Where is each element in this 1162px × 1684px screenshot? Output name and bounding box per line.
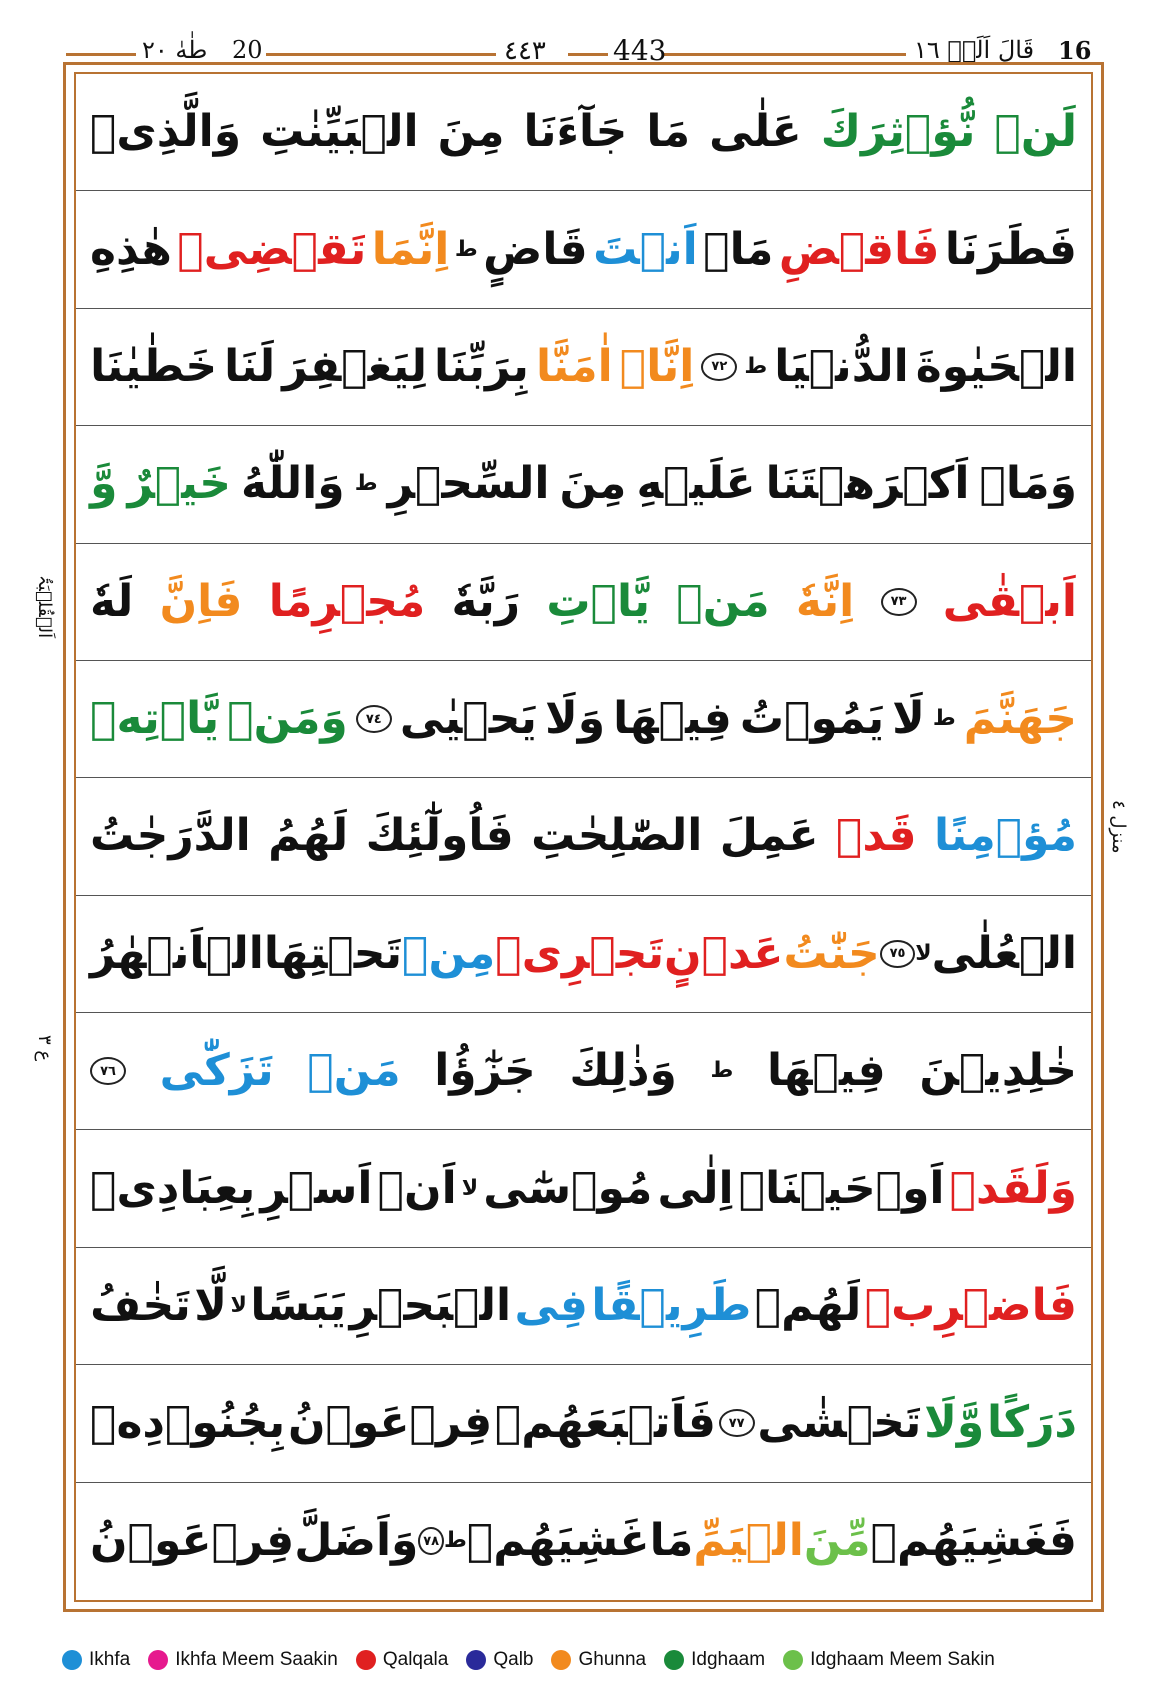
quran-word: مِنَ (559, 458, 627, 510)
legend-color-dot (664, 1650, 684, 1670)
waqf-sign: ط (710, 1058, 734, 1084)
text-line (76, 661, 1091, 778)
legend-item (551, 1649, 646, 1671)
waqf-sign: ط (454, 236, 478, 262)
surah-number: 20 (232, 36, 263, 64)
quran-word: فَاقۡضِ (778, 223, 940, 275)
waqf-sign: لا (915, 940, 932, 966)
quran-word: تَزَكّٰى (159, 1045, 274, 1097)
page-number-arabic: ٤٤٣ (504, 36, 546, 66)
legend-label: Ghunna (578, 1649, 647, 1670)
quran-word: لَهُمۡ (754, 1280, 862, 1332)
legend-label: Idghaam (691, 1649, 766, 1670)
quran-word: مِنۡ (402, 927, 496, 979)
legend-label: Qalb (493, 1649, 534, 1670)
quran-word: خَطٰيٰنَا (90, 340, 218, 392)
quran-word: مِّنَ (803, 1515, 871, 1567)
quran-word: اَبۡقٰى (942, 575, 1077, 627)
text-line (76, 896, 1091, 1013)
quran-word: جَآءَنَا (523, 106, 628, 158)
surah-name: طٰهٰ ٢٠ (142, 36, 208, 64)
quran-word: اِنَّهٗ (795, 575, 855, 627)
quran-word: يَبَسًا (250, 1280, 347, 1332)
legend-color-dot (551, 1650, 571, 1670)
quran-word: اِنَّمَا (371, 223, 450, 275)
quran-word: وَذٰلِكَ (569, 1045, 677, 1097)
quran-word: تَخٰفُ (90, 1280, 191, 1332)
quran-word: اَسۡرِ (260, 1162, 373, 1214)
quran-word: هٰذِهِ (90, 223, 172, 275)
text-line (76, 1248, 1091, 1365)
legend-label: Idghaam Meem Sakin (810, 1649, 995, 1670)
header-rule (568, 53, 608, 56)
quran-word: قَدۡ (835, 810, 917, 862)
quran-word: فَطَرَنَا (944, 223, 1077, 275)
legend-label: Ikhfa Meem Saakin (175, 1649, 338, 1670)
quran-word: جَنّٰتُ (783, 927, 880, 979)
text-line (76, 426, 1091, 543)
text-line (76, 1130, 1091, 1247)
quran-word: يَّاۡتِ (546, 575, 651, 627)
text-line (76, 1013, 1091, 1130)
text-line (76, 544, 1091, 661)
quran-text (76, 74, 1091, 1600)
quran-word: عَلٰى (709, 106, 802, 158)
legend-color-dot (356, 1650, 376, 1670)
legend-item (356, 1649, 449, 1671)
waqf-sign: لا (230, 1293, 247, 1319)
quran-word: مَا (649, 1515, 694, 1567)
text-line (76, 778, 1091, 895)
ayah-marker: ٧٤ (356, 705, 392, 733)
quran-word: عَلَيۡهِ (636, 458, 756, 510)
quran-word: وَاَضَلَّ (294, 1515, 419, 1567)
quran-word: الۡحَيٰوةَ (915, 340, 1077, 392)
quran-word: لَهٗ (90, 575, 134, 627)
quran-word: اَوۡحَيۡنَاۤ (738, 1162, 945, 1214)
ayah-marker: ٧٦ (90, 1057, 126, 1085)
quran-word: اَكۡرَهۡتَنَا (765, 458, 970, 510)
quran-word: تَحۡتِهَا (263, 927, 403, 979)
quran-word: قَاضٍ (483, 223, 588, 275)
text-line (76, 74, 1091, 191)
quran-word: نُّؤۡثِرَكَ (820, 106, 976, 158)
waqf-sign: لا (461, 1175, 479, 1201)
quran-word: لِيَغۡفِرَ (282, 340, 427, 392)
ayah-marker: ٧٢ (701, 353, 737, 381)
ayah-marker: ٧٨ (418, 1527, 444, 1555)
legend-item (466, 1649, 533, 1671)
legend-color-dot (466, 1650, 486, 1670)
quran-word: بِجُنُوۡدِهٖ (90, 1397, 286, 1449)
quran-word: بِعِبَادِىۡ (90, 1162, 256, 1214)
quran-word: مُؤۡمِنًا (934, 810, 1077, 862)
waqf-sign: ط (443, 1528, 467, 1554)
quran-word: وَلَقَدۡ (949, 1162, 1077, 1214)
quran-word: دَرَكًا (986, 1397, 1077, 1449)
legend-color-dot (62, 1650, 82, 1670)
quran-word: عَدۡنٍ (664, 927, 784, 979)
quran-word: لَنَا (224, 340, 276, 392)
quran-word: فِيۡهَا (766, 1045, 886, 1097)
quran-word: الصّٰلِحٰتِ (531, 810, 703, 862)
waqf-sign: ط (354, 471, 378, 497)
quran-word: فَاُولٰٓئِكَ (365, 810, 514, 862)
quran-word: اٰمَنَّا (535, 340, 613, 392)
quran-word: وَّ (90, 458, 118, 510)
legend-item (664, 1649, 765, 1671)
legend-label: Qalqala (382, 1649, 449, 1670)
quran-word: فَاِنَّ (159, 575, 243, 627)
quran-word: تَقۡضِىۡ (177, 223, 367, 275)
legend-item (62, 1649, 130, 1671)
quran-word: الدَّرَجٰتُ (90, 810, 251, 862)
waqf-sign: ط (932, 706, 956, 732)
waqf-sign: ط (744, 353, 768, 379)
header-rule (266, 53, 496, 56)
quran-word: تَجۡرِىۡ (495, 927, 665, 979)
quran-word: عَمِلَ (719, 810, 819, 862)
quran-word: اِنَّاۤ (619, 340, 695, 392)
quran-word: فِيۡهَا (613, 693, 732, 745)
quran-word: يَحۡيٰى (399, 693, 537, 745)
juz-name: قَالَ اَلَمۡ ١٦ (914, 36, 1035, 64)
margin-mark-ruku: اَلۡقُلۡبَۃُ (34, 575, 55, 639)
quran-word: فِرۡعَوۡنُ (90, 1515, 295, 1567)
quran-word: اَنۡتَ (593, 223, 698, 275)
quran-word: السِّحۡرِ (387, 458, 550, 510)
quran-word: لَنۡ (994, 106, 1077, 158)
quran-word: وَمَنۡ (227, 693, 348, 745)
quran-word: الۡيَمِّ (693, 1515, 804, 1567)
header-rule (664, 53, 906, 56)
juz-number: 16 (1058, 36, 1092, 65)
quran-word: طَرِيۡقًا (591, 1280, 752, 1332)
ayah-marker: ٧٣ (881, 588, 917, 616)
quran-word: مَاۤ (703, 223, 774, 275)
quran-word: فَغَشِيَهُمۡ (870, 1515, 1077, 1567)
quran-word: خَيۡرٌ (127, 458, 231, 510)
quran-word: مَنۡ (676, 575, 770, 627)
quran-word: مُجۡرِمًا (268, 575, 426, 627)
quran-word: مِنَ (437, 106, 505, 158)
quran-word: فَاَتۡبَعَهُمۡ (494, 1397, 716, 1449)
page-number: 443 (613, 34, 667, 67)
quran-word: مَا (646, 106, 691, 158)
quran-word: الۡبَحۡرِ (349, 1280, 512, 1332)
legend-label: Ikhfa (89, 1649, 131, 1670)
text-line (76, 191, 1091, 308)
quran-word: تَخۡشٰى (757, 1397, 922, 1449)
quran-word: لَّا (194, 1280, 227, 1332)
quran-word: جَزٰٓؤُا (434, 1045, 536, 1097)
quran-word: وَالَّذِىۡ (90, 106, 242, 158)
quran-word: الۡاَنۡهٰرُ (90, 927, 264, 979)
tajweed-legend (62, 1646, 995, 1674)
legend-color-dot (148, 1650, 168, 1670)
quran-word: الدُّنۡيَا (774, 340, 909, 392)
margin-mark-manzil: منزل ٤ (1108, 800, 1129, 854)
legend-color-dot (783, 1650, 803, 1670)
quran-word: وَّلَا (924, 1397, 985, 1449)
quran-word: الۡعُلٰى (931, 927, 1077, 979)
ayah-marker: ٧٥ (880, 940, 916, 968)
quran-word: الۡبَيِّنٰتِ (260, 106, 419, 158)
quran-word: غَشِيَهُمۡ (466, 1515, 650, 1567)
legend-item (148, 1649, 338, 1671)
quran-word: بِرَبِّنَا (434, 340, 529, 392)
quran-word: اِلٰى (657, 1162, 734, 1214)
quran-word: مَنۡ (307, 1045, 401, 1097)
text-line (76, 1365, 1091, 1482)
quran-word: لَهُمُ (268, 810, 349, 862)
quran-word: لَا (892, 693, 925, 745)
quran-word: فِى (514, 1280, 588, 1332)
quran-word: وَاللّٰهُ (241, 458, 345, 510)
quran-word: يَّاۡتِهٖ (90, 693, 220, 745)
quran-word: اَنۡ (377, 1162, 457, 1214)
text-line (76, 309, 1091, 426)
ayah-marker: ٧٧ (719, 1409, 755, 1437)
quran-word: يَمُوۡتُ (739, 693, 885, 745)
quran-word: جَهَنَّمَ (963, 693, 1077, 745)
quran-word: وَلَا (544, 693, 606, 745)
quran-word: وَمَاۤ (979, 458, 1077, 510)
quran-word: فَاضۡرِبۡ (864, 1280, 1077, 1332)
quran-word: خٰلِدِيۡنَ (919, 1045, 1077, 1097)
text-line (76, 1483, 1091, 1600)
header-rule (66, 53, 136, 56)
legend-item (783, 1649, 995, 1671)
quran-word: مُوۡسٰٓى (483, 1162, 653, 1214)
quran-word: رَبَّهٗ (451, 575, 521, 627)
margin-mark-ain: ع ٣ (34, 1035, 55, 1062)
quran-word: فِرۡعَوۡنُ (287, 1397, 493, 1449)
